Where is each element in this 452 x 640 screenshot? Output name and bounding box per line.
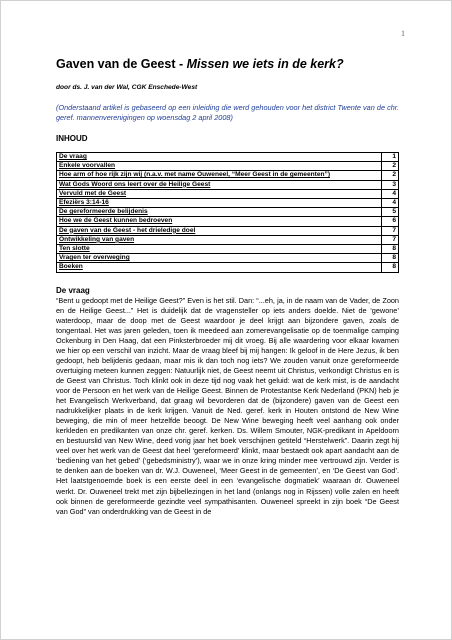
toc-page-number: 3 <box>382 180 399 189</box>
title-subtitle: Missen we iets in de kerk? <box>186 57 344 71</box>
toc-page-number: 5 <box>382 208 399 217</box>
toc-page-number: 7 <box>382 226 399 235</box>
section-heading: De vraag <box>56 285 90 295</box>
toc-row[interactable] <box>57 226 399 235</box>
toc-page-number: 1 <box>382 153 399 162</box>
toc-page-number: 4 <box>382 189 399 198</box>
toc-row[interactable] <box>57 199 399 208</box>
toc-entry-link[interactable]: De gaven van de Geest - het drieledige doel <box>57 226 382 235</box>
toc-row[interactable] <box>57 153 399 162</box>
toc-entry-link[interactable]: Vervuld met de Geest <box>57 189 382 198</box>
toc-row[interactable] <box>57 245 399 254</box>
toc-row[interactable] <box>57 189 399 198</box>
article-body <box>56 296 399 517</box>
page-content <box>56 57 399 517</box>
toc-row[interactable] <box>57 254 399 263</box>
toc-entry-link[interactable]: De gereformeerde belijdenis <box>57 208 382 217</box>
toc-entry-link[interactable]: Hoe we de Geest kunnen bedroeven <box>57 217 382 226</box>
toc-entry-link[interactable]: Boeken <box>57 263 382 272</box>
toc-entry-link[interactable]: Ten slotte <box>57 245 382 254</box>
toc-page-number: 4 <box>382 199 399 208</box>
body-paragraph: “Bent u gedoopt met de Heilige Geest?” Even is het stil. Dan: “...eh, ja, in de naam van de Vader, de Zoon en de Heilige Geest...” Het is duidelijk dat de vragensteller op iets anders doelde. Niet de ‘gewone’ waterdoop, maar de doop met de Geest waardoor je deel krijgt aan bijzondere gaven, zoals de tongentaal. Het was jaren geleden, toen ik meedeed aan zomerevangelisatie op de toenmalige camping Ockenburg in Den Haag, dat een Pinksterbroeder mij dit vroeg. Bij alle waardering voor elkaar kwamen we hier op een verschil van inzicht. Maar de vraag bleef bij mij hangen: Ik geloof in de Here Jezus, ik ben gedoopt, heb belijdenis gedaan, maar mis ik dan toch nog iets? We zouden vanuit onze gereformeerde overtuiging meteen kunnen zeggen: Natuurlijk niet, de Geest neemt uit Christus, verkondigt Christus en is de Geest van Christus. Toch klinkt ook in deze tijd nog vaak het geluid: wat de kerk mist, is de aandacht voor de Persoon en het werk van de Heilige Geest. Binnen de Protestantse Kerk Nederland (PKN) heb je het Evangelisch Werkverband, dat graag wil bevorderen dat de (bijzondere) gaven van de Geest een nadrukkelijker plaats in de kerk krijgen. Vanuit de Ned. geref. kerk in Houten ontstond de New Wine beweging, die min of meer hetzelfde beoogt. De New Wine beweging heeft veel aanhang ook onder kerkleden en predikanten van onze chr. geref. kerken. Ds. Willem Smouter, NGK-predikant in Apeldoorn en bestuurslid van New Wine, deed vorig jaar het boek verschijnen getiteld “Herstelwerk”. Daarin zegt hij veel over het werk van de Geest dat heel ‘gereformeerd’ klinkt, maar bestaedt ook apart aandacht aan de ‘bediening van het gebed’ (‘gebedsministry’), waar we in onze kring minder mee vertrouwd zijn. Verder is te denken aan de boeken van dr. W.J. Ouweneel, ‘Meer Geest in de gemeenten’, en ‘De Geest van God’. Het laatstgenoemde boek is een eerste deel in een ‘evangelische dogmatiek’ waaraan dr. Ouweneel werkt. Dr. Ouweneel trekt met zijn bijbellezingen in het land (onlangs nog in Rijssen) volle zalen en heeft ook binnen de gereformeerde gezindte veel sympathisanten. Ouweneel spreekt in zijn boek “De Geest van God” van onderdrukking van de Geest in de <box>56 295 399 516</box>
toc-entry-link[interactable]: Vragen ter overweging <box>57 254 382 263</box>
toc-page-number: 2 <box>382 171 399 180</box>
author-line: door ds. J. van der Wal, CGK Enschede-West <box>56 84 198 91</box>
toc-page-number: 8 <box>382 245 399 254</box>
table-of-contents <box>56 152 399 273</box>
intro-note: (Onderstaand artikel is gebaseerd op een inleiding die werd gehouden voor het district Twente van de chr. geref. mannenverenigingen op woensdag 2 april 2008) <box>56 103 399 122</box>
toc-page-number: 8 <box>382 263 399 272</box>
toc-heading: INHOUD <box>56 134 88 143</box>
toc-entry-link[interactable]: Enkele voorvallen <box>57 162 382 171</box>
article-title <box>56 57 399 72</box>
toc-row[interactable] <box>57 263 399 272</box>
toc-entry-link[interactable]: Wat Gods Woord ons leert over de Heilige Geest <box>57 180 382 189</box>
toc-row[interactable] <box>57 235 399 244</box>
page-number: 1 <box>401 29 405 38</box>
toc-entry-link[interactable]: Hoe arm of hoe rijk zijn wij (n.a.v. met name Ouweneel, “Meer Geest in de gemeenten”) <box>57 171 382 180</box>
toc-row[interactable] <box>57 217 399 226</box>
toc-row[interactable] <box>57 162 399 171</box>
toc-page-number: 6 <box>382 217 399 226</box>
toc-entry-link[interactable]: Ontwikkeling van gaven <box>57 235 382 244</box>
toc-page-number: 2 <box>382 162 399 171</box>
toc-entry-link[interactable]: Efeziërs 3:14-16 <box>57 199 382 208</box>
toc-row[interactable] <box>57 171 399 180</box>
toc-page-number: 8 <box>382 254 399 263</box>
toc-entry-link[interactable]: De vraag <box>57 153 382 162</box>
toc-row[interactable] <box>57 180 399 189</box>
toc-row[interactable] <box>57 208 399 217</box>
toc-page-number: 7 <box>382 235 399 244</box>
title-main: Gaven van de Geest - <box>56 57 187 71</box>
